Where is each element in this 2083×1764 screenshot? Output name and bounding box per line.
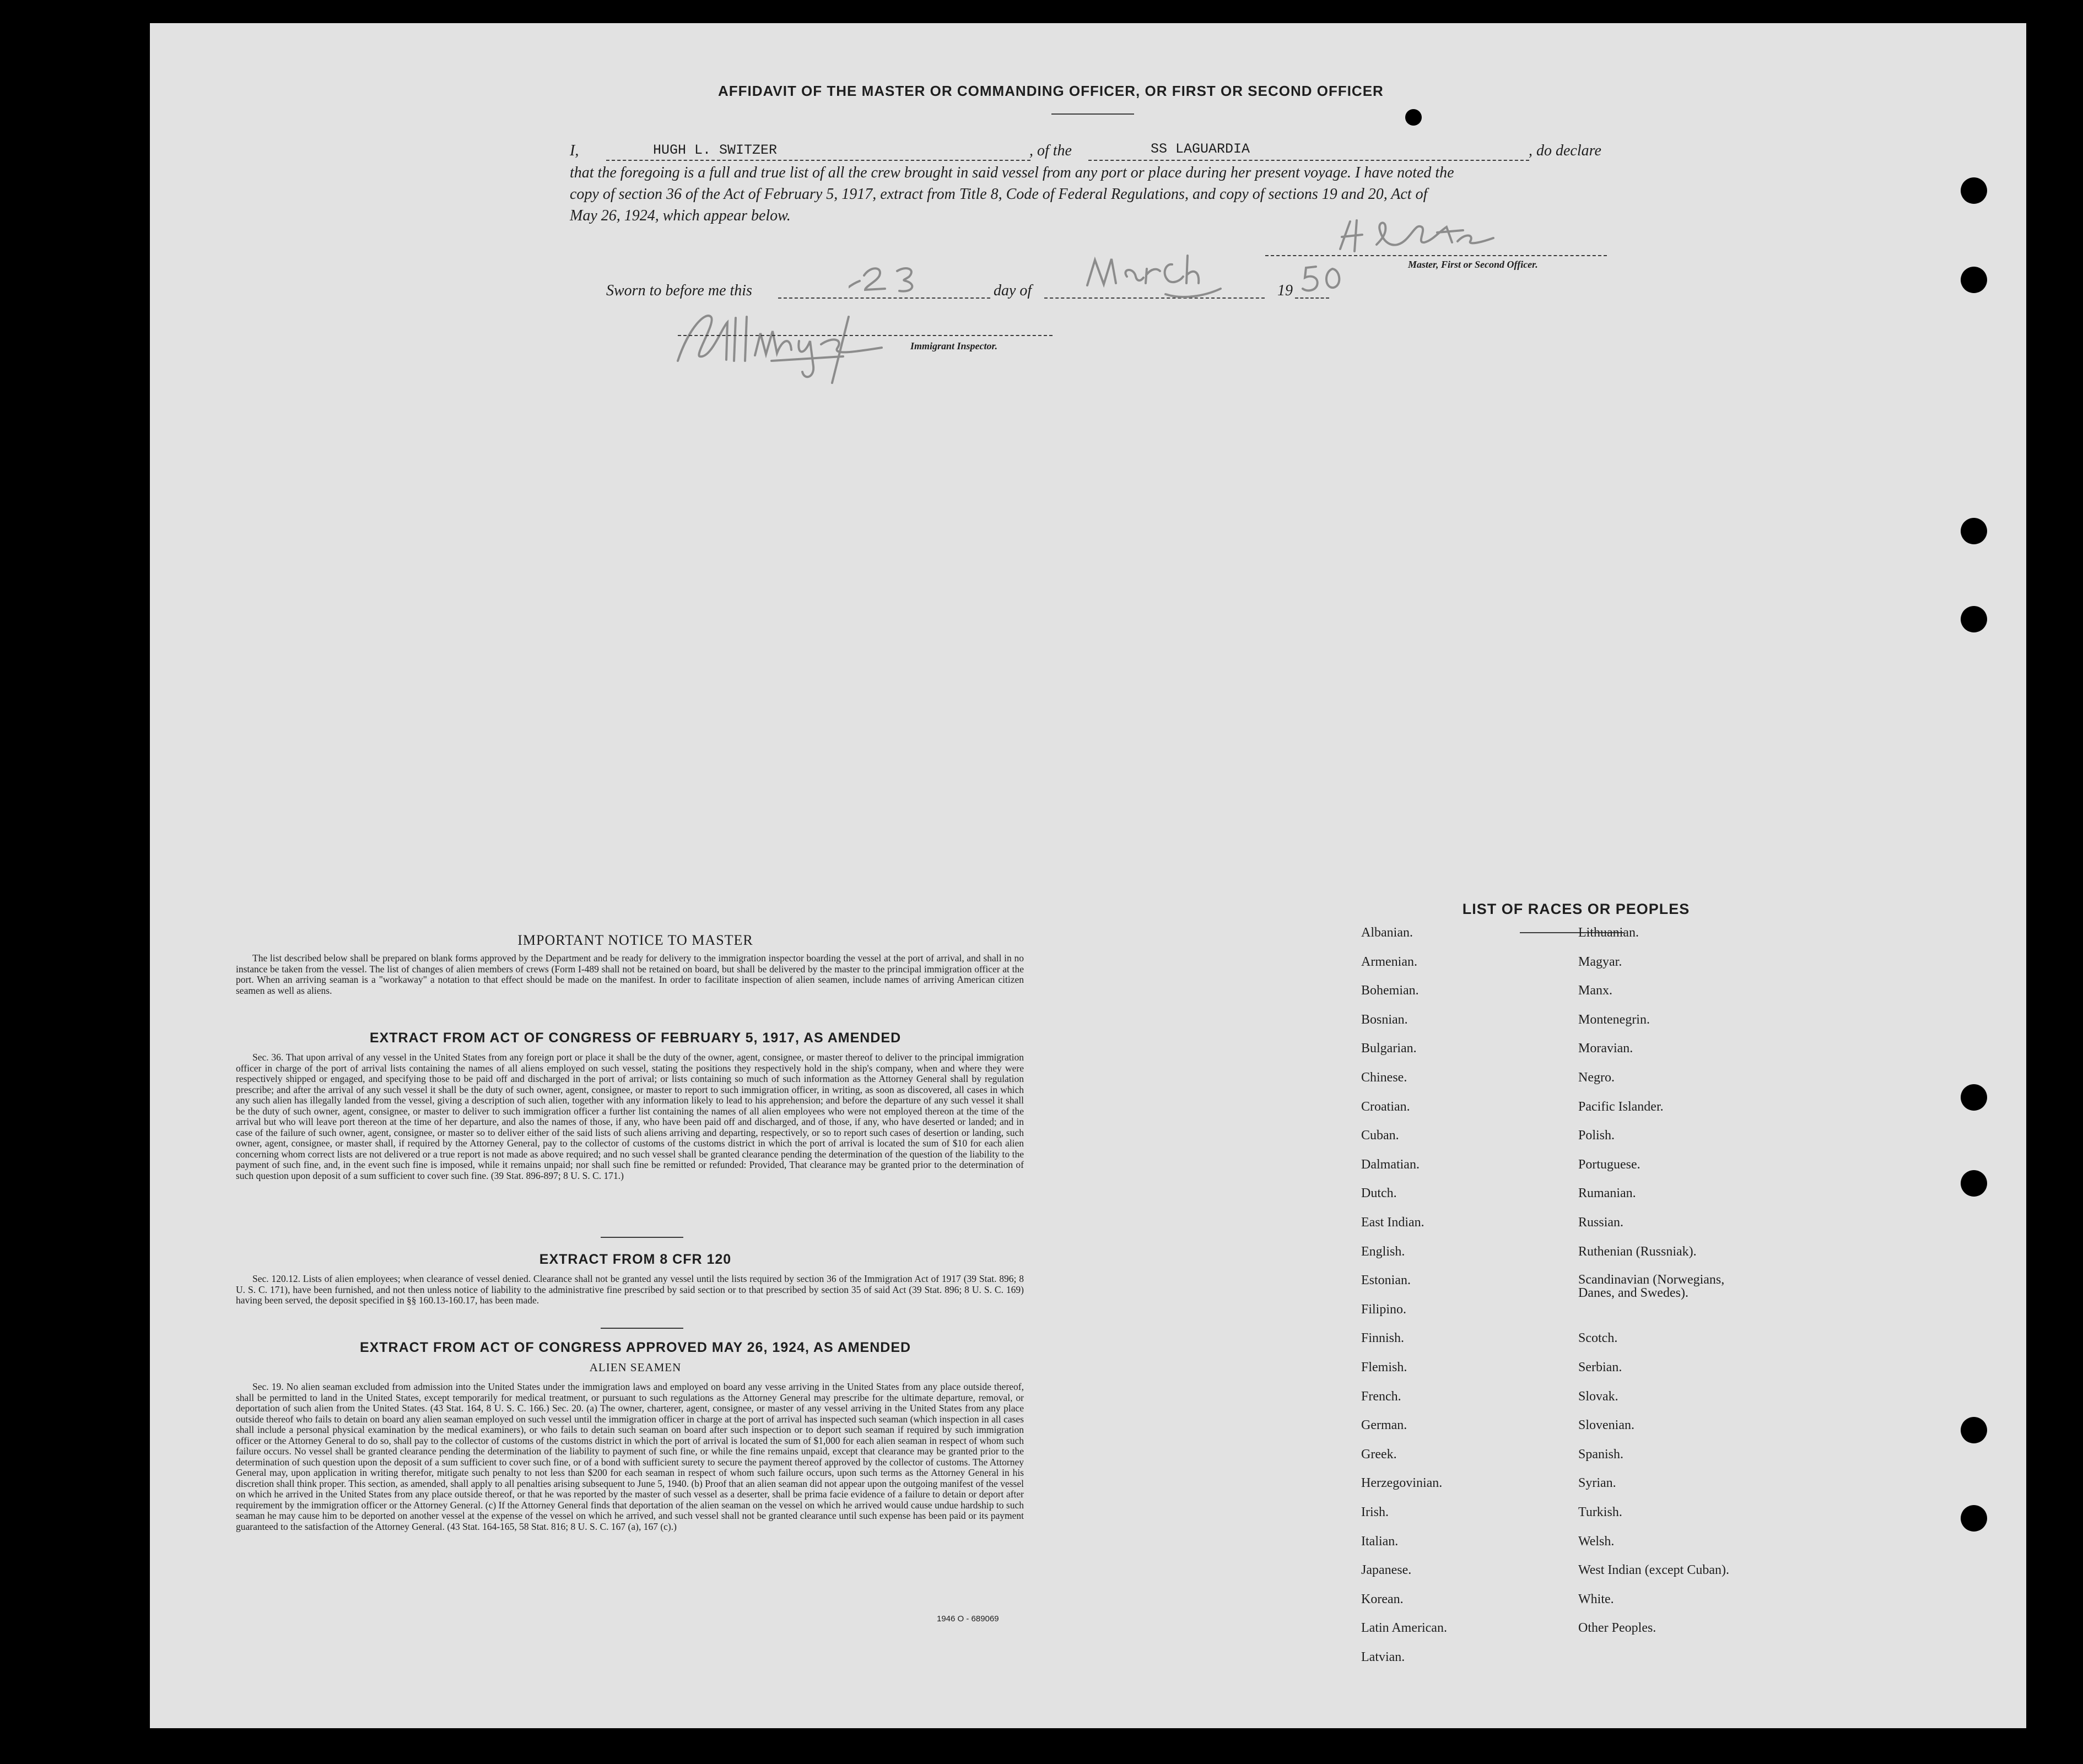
race-item: Moravian. bbox=[1578, 1041, 1633, 1056]
race-item: White. bbox=[1578, 1592, 1614, 1606]
officer-name: HUGH L. SWITZER bbox=[653, 142, 778, 158]
race-item: Magyar. bbox=[1578, 954, 1622, 969]
race-item: Turkish. bbox=[1578, 1505, 1622, 1519]
extract-1917-title: EXTRACT FROM ACT OF CONGRESS OF FEBRUARY 5, 1917, AS AMENDED bbox=[369, 1030, 902, 1046]
race-item: Rumanian. bbox=[1578, 1186, 1636, 1201]
race-item: Italian. bbox=[1361, 1534, 1399, 1549]
extract-1924-title: EXTRACT FROM ACT OF CONGRESS APPROVED MAY 26, 1924, AS AMENDED bbox=[359, 1340, 911, 1355]
extract-1924-subtitle: ALIEN SEAMEN bbox=[589, 1361, 682, 1374]
sworn-prefix: Sworn to before me this bbox=[606, 282, 752, 299]
race-item: Other Peoples. bbox=[1578, 1621, 1656, 1636]
race-item: West Indian (except Cuban). bbox=[1578, 1563, 1729, 1578]
sworn-month-handwriting bbox=[1083, 252, 1232, 307]
punch-hole bbox=[1961, 177, 1987, 204]
race-item: Bulgarian. bbox=[1361, 1041, 1417, 1056]
race-item: Latin American. bbox=[1361, 1621, 1447, 1636]
section-divider bbox=[601, 1237, 683, 1238]
race-item: Armenian. bbox=[1361, 954, 1417, 969]
race-item: Dalmatian. bbox=[1361, 1157, 1420, 1172]
affidavit-do-declare: , do declare bbox=[1529, 142, 1601, 159]
race-item: Dutch. bbox=[1361, 1186, 1397, 1201]
race-item: Welsh. bbox=[1578, 1534, 1615, 1549]
notice-title: IMPORTANT NOTICE TO MASTER bbox=[517, 932, 753, 948]
affidavit-line3: copy of section 36 of the Act of February 5, 1917, extract from Title 8, Code of Federal Regulations, and copy of sections 19 and 20, Act of bbox=[570, 186, 1428, 203]
extract-cfr-text: Sec. 120.12. Lists of alien employees; when clearance of vessel denied. Clearance shall not be granted any vessel until the lists required by section 36 of the Immigration Act of 1917 (39 Stat. 896; 8 U. S. C. 171), have been furnished, and not then unless notice of liability to the administrative fine prescribed by said section or to that prescribed by section 35 of said Act (39 Stat. 896; 8 U. S. C. 169) having been served, the deposit specified in §§ 160.13-160.17, has been made. bbox=[236, 1273, 1024, 1306]
vessel-name: SS LAGUARDIA bbox=[1151, 141, 1250, 157]
race-item: Irish. bbox=[1361, 1505, 1389, 1519]
punch-hole bbox=[1961, 1505, 1987, 1532]
affidavit-line4: May 26, 1924, which appear below. bbox=[570, 207, 791, 224]
day-of-label: day of bbox=[994, 282, 1032, 299]
race-item: Estonian. bbox=[1361, 1273, 1411, 1288]
punch-hole bbox=[1961, 1084, 1987, 1111]
race-item: Scotch. bbox=[1578, 1331, 1618, 1346]
title-underline bbox=[1051, 113, 1134, 115]
extract-cfr-title: EXTRACT FROM 8 CFR 120 bbox=[539, 1252, 732, 1267]
race-item: German. bbox=[1361, 1418, 1407, 1433]
race-item: Cuban. bbox=[1361, 1128, 1399, 1143]
race-item: Ruthenian (Russniak). bbox=[1578, 1244, 1697, 1259]
race-item: Pacific Islander. bbox=[1578, 1099, 1664, 1114]
race-item: Russian. bbox=[1578, 1215, 1624, 1230]
race-item: Greek. bbox=[1361, 1447, 1397, 1462]
race-item: East Indian. bbox=[1361, 1215, 1424, 1230]
race-item: Flemish. bbox=[1361, 1360, 1407, 1375]
race-item: Serbian. bbox=[1578, 1360, 1622, 1375]
section-divider bbox=[601, 1328, 683, 1329]
sworn-year-handwriting bbox=[1300, 261, 1350, 300]
race-item: Slovak. bbox=[1578, 1389, 1618, 1404]
race-item: Manx. bbox=[1578, 983, 1612, 998]
affidavit-title: AFFIDAVIT OF THE MASTER OR COMMANDING OFFICER, OR FIRST OR SECOND OFFICER bbox=[718, 83, 1384, 99]
punch-hole bbox=[1961, 267, 1987, 293]
punch-hole bbox=[1961, 1417, 1987, 1443]
race-item: Albanian. bbox=[1361, 926, 1413, 940]
race-item: Spanish. bbox=[1578, 1447, 1624, 1462]
race-item: Herzegovinian. bbox=[1361, 1476, 1443, 1491]
race-item: Chinese. bbox=[1361, 1070, 1407, 1085]
officer-name-line bbox=[606, 160, 1030, 161]
race-item: Japanese. bbox=[1361, 1563, 1412, 1578]
race-item: Polish. bbox=[1578, 1128, 1615, 1143]
extract-1924-text: Sec. 19. No alien seaman excluded from admission into the United States under the immigration laws and employed on board any vesse arriving in the United States from any place outside thereof, shall be permitted to land in the United States, except temporarily for medical treatment, or pursuant to such regulations as the Attorney General may prescribe for the ultimate departure, removal, or deportation of such alien from the United States. (43 Stat. 164, 8 U. S. C. 166.) Sec. 20. (a) The owner, charterer, agent, consignee, or master of any vessel arriving in the United States from any place outside thereof who fails to detain on board any alien seaman employed on such vessel until the immigration officer in charge at the port of arrival has inspected such seaman (which inspection in all cases shall include a personal physical examination by the medical examiners), or who fails to detain such seaman on board after such inspection or to deport such seaman if required by such immigration officer or the Attorney General to do so, shall pay to the collector of customs of the customs district in which the port of arrival is located the sum of $1,000 for each alien seaman in respect of whom such failure occurs. No vessel shall be granted clearance pending the determination of the liability to payment of such fine, or while the fine remains unpaid, except that clearance may be granted prior to the determination of such question upon the deposit of a sum sufficient to cover such fine, or of a bond with sufficient surety to secure the payment thereof approved by the collector of customs. The Attorney General may, upon application in writing therefor, mitigate such penalty to not less than $200 for each seaman in respect of whom such failure occurs, upon such terms as the Attorney General in his discretion shall think proper. This section, as amended, shall apply to all penalties arising subsequent to June 5, 1940. (b) Proof that an alien seaman did not appear upon the outgoing manifest of the vessel on which he arrived in the United States from any place outside thereof, or that he was reported by the master of such vessel as a deserter, shall be prima facie evidence of a failure to detain or deport after requirement by the immigration officer or the Attorney General. (c) If the Attorney General finds that deportation of the alien seaman on the vessel on which he arrived would cause undue hardship to such seaman he may cause him to be deported on another vessel at the expense of the vessel on which he arrived, and such vessel shall not be granted clearance until such expense has been paid or its payment guaranteed to the satisfaction of the Attorney General. (43 Stat. 164-165, 58 Stat. 816; 8 U. S. C. 167 (a), 167 (c).) bbox=[236, 1381, 1024, 1532]
race-item: Latvian. bbox=[1361, 1650, 1405, 1664]
year-prefix: 19 bbox=[1277, 282, 1293, 299]
master-signature-caption: Master, First or Second Officer. bbox=[1408, 259, 1538, 270]
vessel-name-line bbox=[1088, 160, 1529, 161]
race-item: Croatian. bbox=[1361, 1099, 1410, 1114]
print-code: 1946 O - 689069 bbox=[937, 1614, 999, 1624]
extract-1917-text: Sec. 36. That upon arrival of any vessel in the United States from any foreign port or place it shall be the duty of the owner, agent, consignee, or master thereof to deliver to the principal immigration officer in charge of the port of arrival lists containing the names of all aliens employed on such vessel, stating the positions they respectively hold in the ship's company, when and where they were respectively shipped or engaged, and specifying those to be paid off and discharged in the port of arrival; or lists containing so much of such information as the Attorney General shall by regulation prescribe; and after the arrival of any such vessel it shall be the duty of such owner, agent, consignee, or master to report to such immigration officer, in writing, as soon as discovered, all cases in which any such alien has illegally landed from the vessel, giving a description of such alien, together with any information likely to lead to his apprehension; and before the departure of any such vessel it shall be the duty of such owner, agent, consignee, or master to deliver to such immigration officer a further list containing the names of all alien employees who were not employed thereon at the time of the arrival but who will leave port thereon at the time of her departure, and also the names of those, if any, who have been paid off and discharged, and of those, if any, who have deserted or landed; and in case of the failure of such owner, agent, consignee, or master so to deliver either of the said lists of such aliens arriving and departing, respectively, or so to report such cases of desertion or landing, such owner, agent, consignee, or master shall, if required by the Attorney General, pay to the collector of customs of the customs district in which the port of arrival is located the sum of $10 for each alien concerning whom correct lists are not delivered or a true report is not made as above required; and no such vessel shall be granted clearance pending the determination of the question of the liability to the payment of such fine, and, in the event such fine is imposed, while it remains unpaid; nor shall such fine be remitted or refunded: Provided, That clearance may be granted prior to the determination of such question upon deposit of a sum sufficient to cover such fine. (39 Stat. 896-897; 8 U. S. C. 171.) bbox=[236, 1052, 1024, 1181]
race-item: Lithuanian. bbox=[1578, 926, 1639, 940]
race-item: Finnish. bbox=[1361, 1331, 1405, 1346]
punch-hole bbox=[1961, 606, 1987, 632]
race-item: Bohemian. bbox=[1361, 983, 1419, 998]
punch-hole bbox=[1961, 1170, 1987, 1197]
race-item: Korean. bbox=[1361, 1592, 1404, 1606]
race-item: Syrian. bbox=[1578, 1476, 1616, 1491]
race-item: Portuguese. bbox=[1578, 1157, 1641, 1172]
inspector-caption: Immigrant Inspector. bbox=[910, 340, 998, 351]
races-title: LIST OF RACES OR PEOPLES bbox=[1462, 901, 1690, 917]
race-item: Montenegrin. bbox=[1578, 1012, 1650, 1027]
notice-text: The list described below shall be prepared on blank forms approved by the Department and be ready for delivery to the immigration inspector boarding the vessel at the port of arrival, and shall in no instance be taken from the vessel. The list of changes of alien members of crews (Form I-489 shall not be retained on board, but shall be delivered by the master to the principal immigration officer at the port. When an arriving seaman is a "workaway" a notation to that effect should be made on the manifest. In order to facilitate inspection of alien seamen, include names of arriving American citizen seamen as well as aliens. bbox=[236, 953, 1024, 996]
race-item: Bosnian. bbox=[1361, 1012, 1408, 1027]
inspector-signature-line bbox=[678, 335, 1053, 336]
affidavit-line1-prefix: I, bbox=[570, 142, 579, 159]
race-item: English. bbox=[1361, 1244, 1405, 1259]
race-item: French. bbox=[1361, 1389, 1401, 1404]
affidavit-line2: that the foregoing is a full and true list of all the crew brought in said vessel from any port or place during her present voyage. I have noted the bbox=[570, 164, 1454, 181]
race-item: Filipino. bbox=[1361, 1302, 1407, 1317]
race-item: Slovenian. bbox=[1578, 1418, 1634, 1433]
inspector-signature bbox=[667, 295, 904, 394]
master-signature bbox=[1334, 216, 1515, 266]
affidavit-of-the: , of the bbox=[1029, 142, 1072, 159]
race-item: Scandinavian (Norwegians, Danes, and Swedes). bbox=[1578, 1273, 1725, 1301]
paper-blemish bbox=[1405, 109, 1422, 126]
race-item: Negro. bbox=[1578, 1070, 1615, 1085]
punch-hole bbox=[1961, 518, 1987, 544]
